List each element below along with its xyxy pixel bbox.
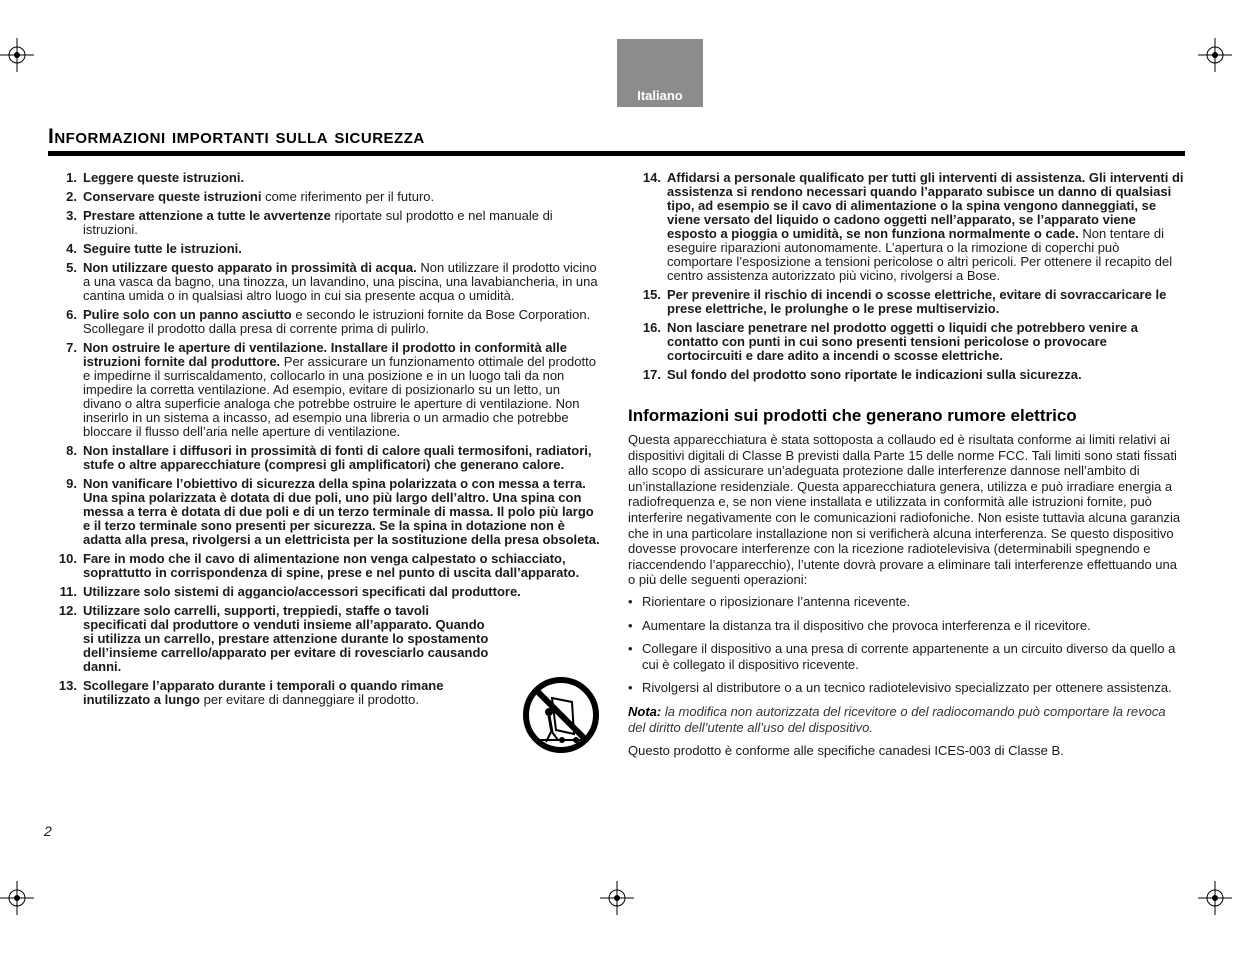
item-bold-text: Pulire solo con un panno asciutto [83,307,292,322]
item-bold-text: Per prevenire il rischio di incendi o scosse elettriche, evitare di sovraccaricare le prese elettriche, le prolunghe o le prese multiservizio. [667,287,1167,316]
list-item [44,585,600,599]
item-bold-text: Affidarsi a personale qualificato per tutti gli interventi di assistenza. Gli interventi di assistenza si rendono necessari quando l’apparato subisce un danno di qualsiasi tipo, ad esempio se il cavo di alimentazione o la spina vengono danneggiati, se viene versato del liquido o cadono oggetti nell’apparato, se l’apparato viene esposto a pioggia o umidità, se non funziona normalmente o cade. [667,170,1184,241]
item-number: 6. [66,307,77,322]
item-bold-text: Non utilizzare questo apparato in prossimità di acqua. [83,260,417,275]
canada-compliance: Questo prodotto è conforme alle specifiche canadesi ICES-003 di Classe B. [628,743,1064,759]
item-text: per evitare di danneggiare il prodotto. [200,692,419,707]
item-number: 5. [66,260,77,275]
list-item [628,321,1184,363]
safety-list-right [628,171,1184,382]
left-column [44,171,600,712]
item-number: 9. [66,476,77,491]
item-text: e secondo le istruzioni fornite da Bose Corporation. Scollegare il prodotto dalla presa di corrente prima di pulirlo. [83,307,591,336]
item-bold-text: Non vanificare l’obiettivo di sicurezza della spina polarizzata o con messa a terra. Una spina polarizzata è dotata di due poli, uno più largo dell’altro. Una spina con messa a terra è dotata di due poli e di un terzo terminale di massa. Il polo più largo e il terzo terminale sono presenti per sicurezza. Se la spina in dotazione non è adatta alla presa, rivolgersi a un elettricista per la sostituzione della presa obsoleta. [83,476,600,547]
item-number: 2. [66,189,77,204]
right-column [628,171,1184,765]
list-item: • Aumentare la distanza tra il dispositivo che provoca interferenza e il ricevitore. [628,617,1091,633]
note-label: Nota: [628,703,662,719]
item-bold-text: Conservare queste istruzioni [83,189,262,204]
item-bold-text: Non installare i diffusori in prossimità di fonti di calore quali termosifoni, radiatori, stufe o altre apparecchiature (compresi gli amplificatori) che generano calore. [83,443,592,472]
item-number: 4. [66,241,77,256]
item-text: Per assicurare un funzionamento ottimale del prodotto e impedirne il surriscaldamento, collocarlo in una posizione e in un luogo tali da non impedire la corretta ventilazione. Ad esempio, evitare di posizionarlo su un letto, un divano o altra superficie analoga che potrebbe ostruire le aperture di ventilazione. Non inserirlo in un sistema a incasso, ad esempio una libreria o un armadio che potrebbe bloccare il flusso dell’aria nelle aperture di ventilazione. [83,354,596,439]
cart-tip-over-warning-icon [522,676,600,754]
fcc-paragraph: Questa apparecchiatura è stata sottoposta a collaudo ed è risultata conforme ai limiti relativi ai dispositivi digitali di Classe B previsti dalla Parte 15 delle norme FCC. Tali limiti sono stati fissati allo scopo di assicurare un’adeguata protezione dalle interferenze dannose nell’ambito di un’installazione residenziale. Questa apparecchiatura genera, utilizza e può irradiare energia a radiofrequenza e, se non viene installata e utilizzata in conformità alle istruzioni fornite, può interferire negativamente con le comunicazioni radiofoniche. Non esiste tuttavia alcuna garanzia che in una particolare installazione non si verificherà alcuna interferenza. Se questo dispositivo dovesse provocare interferenze con la ricezione radiotelevisiva (determinabili spegnendo e riaccendendo l’apparecchio), l’utente dovrà provare a eliminare tali interferenze effettuando una o più delle seguenti operazioni: [628,432,1181,588]
list-item: • Rivolgersi al distributore o a un tecnico radiotelevisivo specializzato per ottenere assistenza. [628,680,1172,696]
item-text: riportate sul prodotto e nel manuale di istruzioni. [83,208,553,237]
item-number: 13. [58,678,77,693]
item-bold-text: Non ostruire le aperture di ventilazione. Installare il prodotto in conformità alle istruzioni fornite dal produttore. [83,340,567,369]
list-item [44,679,600,707]
language-tab-label: Italiano [637,88,683,103]
registration-mark-icon [0,881,34,915]
item-text: Non tentare di eseguire riparazioni autonomamente. L’apertura o la rimozione di coperchi può comportare l’esposizione a tensioni pericolose o altri pericoli. Per ottenere il recapito del centro assistenza autorizzato più vicino, rivolgersi a Bose. [667,226,1173,283]
item-number: 16. [642,320,661,335]
list-item [44,552,600,580]
list-item [44,171,600,185]
registration-mark-icon [1198,881,1232,915]
list-item [44,242,600,256]
list-item [44,261,600,303]
item-text: Non utilizzare il prodotto vicino a una vasca da bagno, una tinozza, un lavandino, una piscina, una lavabiancheria, in una cantina umida o in qualsiasi altro luogo in cui sia presente acqua o umidità. [83,260,598,303]
item-number: 7. [66,340,77,355]
note [628,704,1184,735]
item-number: 3. [66,208,77,223]
list-item [44,477,600,547]
title-rule [48,151,1185,156]
list-item: • Riorientare o riposizionare l’antenna ricevente. [628,593,911,609]
item-number: 15. [642,287,661,302]
item-bold-text: Scollegare l’apparato durante i temporali o quando rimane inutilizzato a lungo [83,678,444,707]
list-item [628,368,1184,382]
item-number: 14. [642,170,661,185]
list-item [44,209,600,237]
list-item [44,341,600,439]
item-number: 12. [58,603,77,618]
interference-bullets [628,594,1184,696]
list-item [628,171,1184,283]
item-text: come riferimento per il futuro. [261,189,435,204]
item-bold-text: Non lasciare penetrare nel prodotto oggetti o liquidi che potrebbero venire a contatto con punti in cui sono presenti tensioni pericolose o provocare cortocircuiti e dare adito a incendi o scosse elettriche. [667,320,1138,363]
noise-section-heading: Informazioni sui prodotti che generano rumore elettrico [628,406,1077,425]
note-text: la modifica non autorizzata del ricevitore o del radiocomando può comportare la revoca del diritto dell’utente all’uso del dispositivo. [628,703,1166,735]
list-item [44,308,600,336]
item-bold-text: Sul fondo del prodotto sono riportate le indicazioni sulla sicurezza. [667,367,1082,382]
item-bold-text: Prestare attenzione a tutte le avvertenze [83,208,331,223]
language-tab [617,39,703,107]
registration-mark-icon [0,38,34,72]
item-number: 8. [66,443,77,458]
registration-mark-icon [600,881,634,915]
item-bold-text: Utilizzare solo sistemi di aggancio/accessori specificati dal produttore. [83,584,521,599]
page-title: Informazioni importanti sulla sicurezza [48,125,425,148]
item-bold-text: Leggere queste istruzioni. [83,170,245,185]
item-bold-text: Seguire tutte le istruzioni. [83,241,242,256]
item-number: 1. [66,170,77,185]
list-item: • Collegare il dispositivo a una presa di corrente appartenente a un circuito diverso da quello a cui è collegato il dispositivo ricevente. [628,641,1176,672]
list-item [628,288,1184,316]
registration-mark-icon [1198,38,1232,72]
item-number: 10. [58,551,77,566]
safety-list-left [44,171,600,707]
list-item [44,444,600,472]
list-item [44,604,600,674]
item-bold-text: Fare in modo che il cavo di alimentazione non venga calpestato o schiacciato, soprattutto in corrispondenza di spine, prese e nel punto di uscita dall’apparato. [83,551,580,580]
item-bold-text: Utilizzare solo carrelli, supporti, treppiedi, staffe o tavoli specificati dal produttore o venduti insieme all’apparato. Quando si utilizza un carrello, prestare attenzione durante lo spostamento dell’insieme carrello/apparato per evitare di rovesciarlo causando danni. [83,603,489,674]
item-number: 11. [59,584,77,599]
page-number: 2 [44,823,52,839]
list-item [44,190,600,204]
item-number: 17. [642,367,661,382]
